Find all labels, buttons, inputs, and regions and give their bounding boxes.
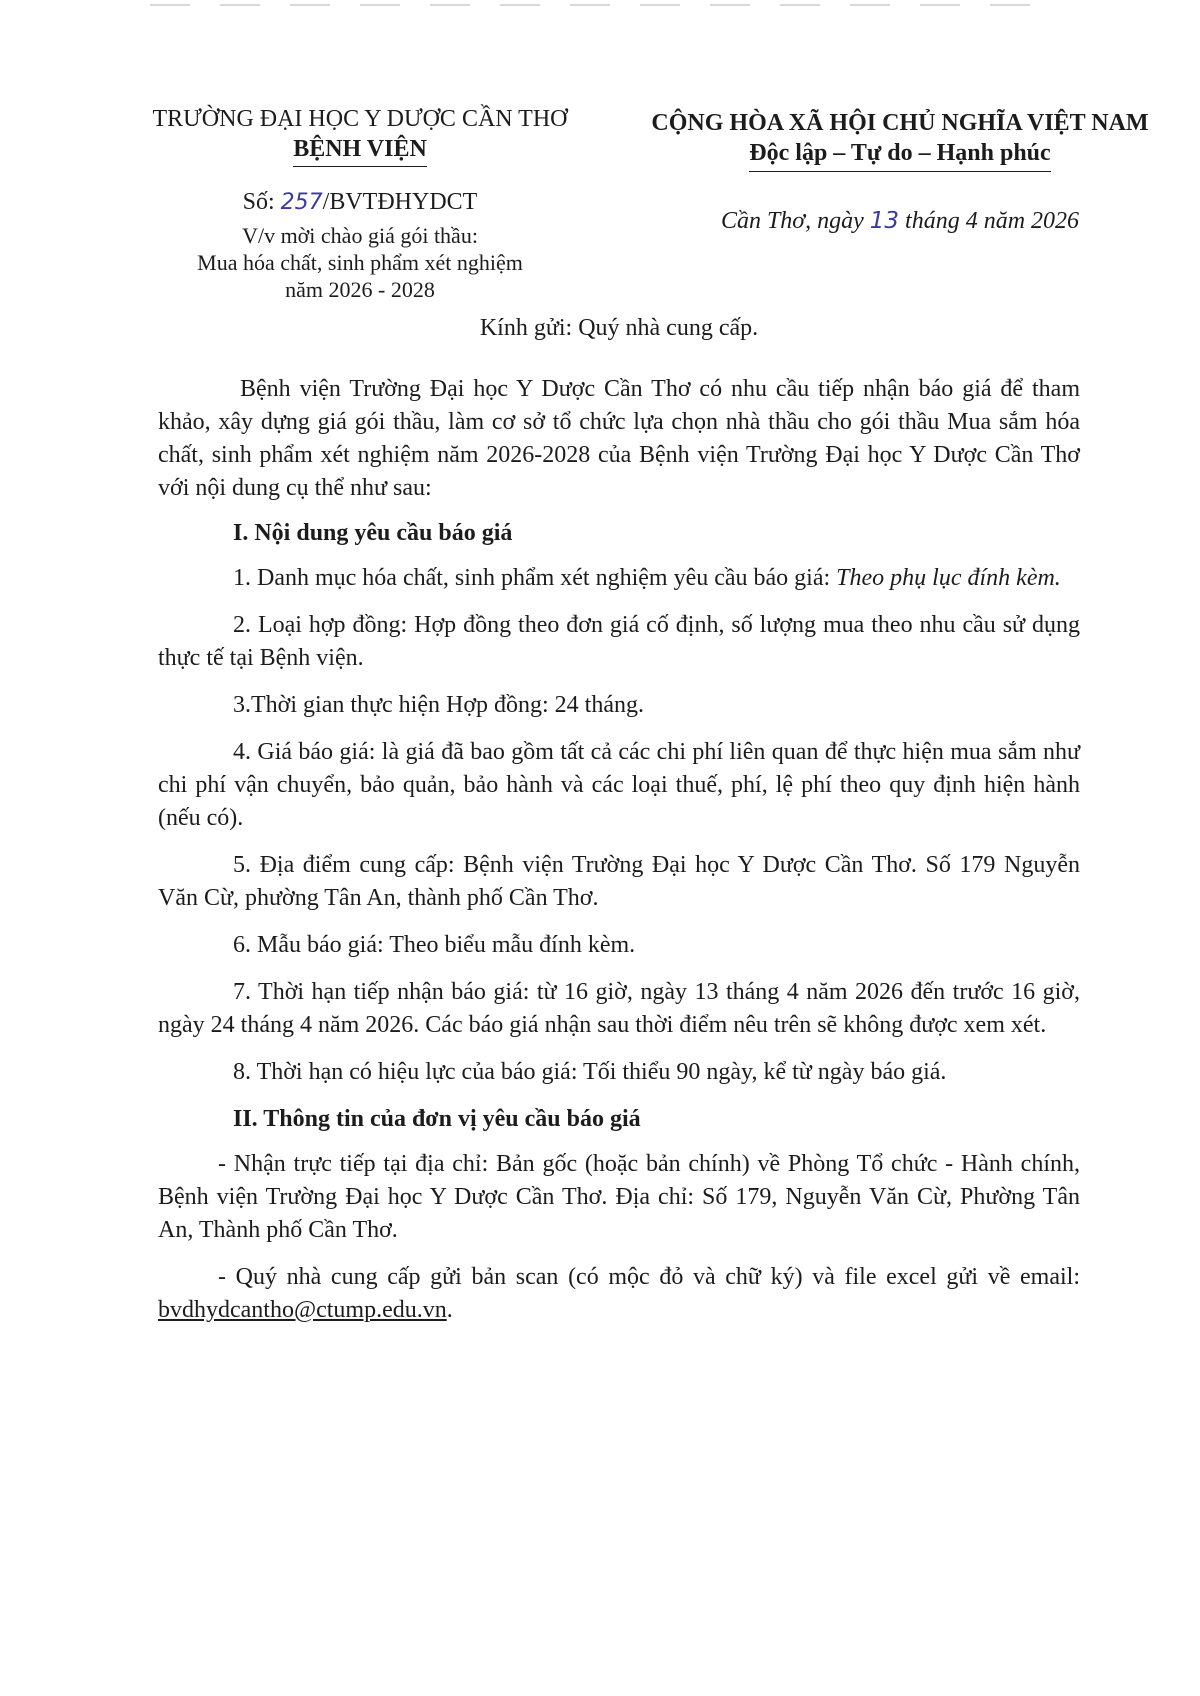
section-2-title: II. Thông tin của đơn vị yêu cầu báo giá (233, 1106, 641, 1132)
section-1-item-3: 3.Thời gian thực hiện Hợp đồng: 24 tháng. (233, 692, 644, 718)
section-1-item-7: 7. Thời hạn tiếp nhận báo giá: từ 16 giờ, ngày 13 tháng 4 năm 2026 đến trước 16 giờ, ngày 24 tháng 4 năm 2026. Các báo giá nhận sau thời điểm nêu trên sẽ không được xem xét. (158, 979, 1080, 1038)
university-name: TRƯỜNG ĐẠI HỌC Y DƯỢC CẦN THƠ (152, 106, 568, 132)
section-1-item-2: 2. Loại hợp đồng: Hợp đồng theo đơn giá cố định, số lượng mua theo nhu cầu sử dụng thực tế tại Bệnh viện. (158, 612, 1080, 671)
greeting: Kính gửi: Quý nhà cung cấp. (479, 315, 759, 341)
intro-paragraph: Bệnh viện Trường Đại học Y Dược Cần Thơ có nhu cầu tiếp nhận báo giá để tham khảo, xây dựng giá gói thầu, làm cơ sở tổ chức lựa chọn nhà thầu cho gói thầu Mua sắm hóa chất, sinh phẩm xét nghiệm năm 2026-2028 của Bệnh viện Trường Đại học Y Dược Cần Thơ với nội dung cụ thể như sau: (158, 376, 1080, 501)
section-2-bullet-2: - Quý nhà cung cấp gửi bản scan (có mộc đỏ và chữ ký) và file excel gửi về email: bvdhydcantho@ctump.edu.vn. (158, 1264, 1080, 1323)
issuer-block (130, 104, 590, 303)
section-2-bullet-1: - Nhận trực tiếp tại địa chỉ: Bản gốc (hoặc bản chính) về Phòng Tổ chức - Hành chính, Bệnh viện Trường Đại học Y Dược Cần Thơ. Địa chỉ: Số 179, Nguyễn Văn Cừ, Phường Tân An, Thành phố Cần Thơ. (158, 1151, 1080, 1243)
country-title: CỘNG HÒA XÃ HỘI CHỦ NGHĨA VIỆT NAM (651, 110, 1149, 136)
motto: Độc lập – Tự do – Hạnh phúc (749, 138, 1050, 172)
subject-line: V/v mời chào giá gói thầu: Mua hóa chất, sinh phẩm xét nghiệm năm 2026 - 2028 (197, 223, 523, 302)
document-number: Số: 257/BVTĐHYDCT (242, 189, 478, 215)
scan-artifact (150, 4, 1050, 6)
section-1-item-6: 6. Mẫu báo giá: Theo biểu mẫu đính kèm. (233, 932, 636, 958)
section-1-item-8: 8. Thời hạn có hiệu lực của báo giá: Tối thiểu 90 ngày, kể từ ngày báo giá. (233, 1059, 947, 1085)
hospital-name: BỆNH VIỆN (293, 134, 427, 167)
section-1-title: I. Nội dung yêu cầu báo giá (233, 520, 513, 546)
section-1-item-1: 1. Danh mục hóa chất, sinh phẩm xét nghiệm yêu cầu báo giá: Theo phụ lục đính kèm. (233, 565, 1061, 591)
letter-body (158, 312, 1080, 1341)
section-1-item-4: 4. Giá báo giá: là giá đã bao gồm tất cả các chi phí liên quan để thực hiện mua sắm như chi phí vận chuyển, bảo quản, bảo hành và các loại thuế, phí, lệ phí theo quy định hiện hành (nếu có). (158, 739, 1080, 831)
section-1-item-5: 5. Địa điểm cung cấp: Bệnh viện Trường Đại học Y Dược Cần Thơ. Số 179 Nguyễn Văn Cừ, phường Tân An, thành phố Cần Thơ. (158, 852, 1080, 911)
place-date: Cần Thơ, ngày 13 tháng 4 năm 2026 (720, 208, 1080, 234)
email-link[interactable]: bvdhydcantho@ctump.edu.vn (158, 1297, 447, 1323)
national-header (620, 108, 1180, 236)
handwritten-number: 257 (280, 190, 323, 215)
handwritten-day: 13 (869, 208, 900, 234)
